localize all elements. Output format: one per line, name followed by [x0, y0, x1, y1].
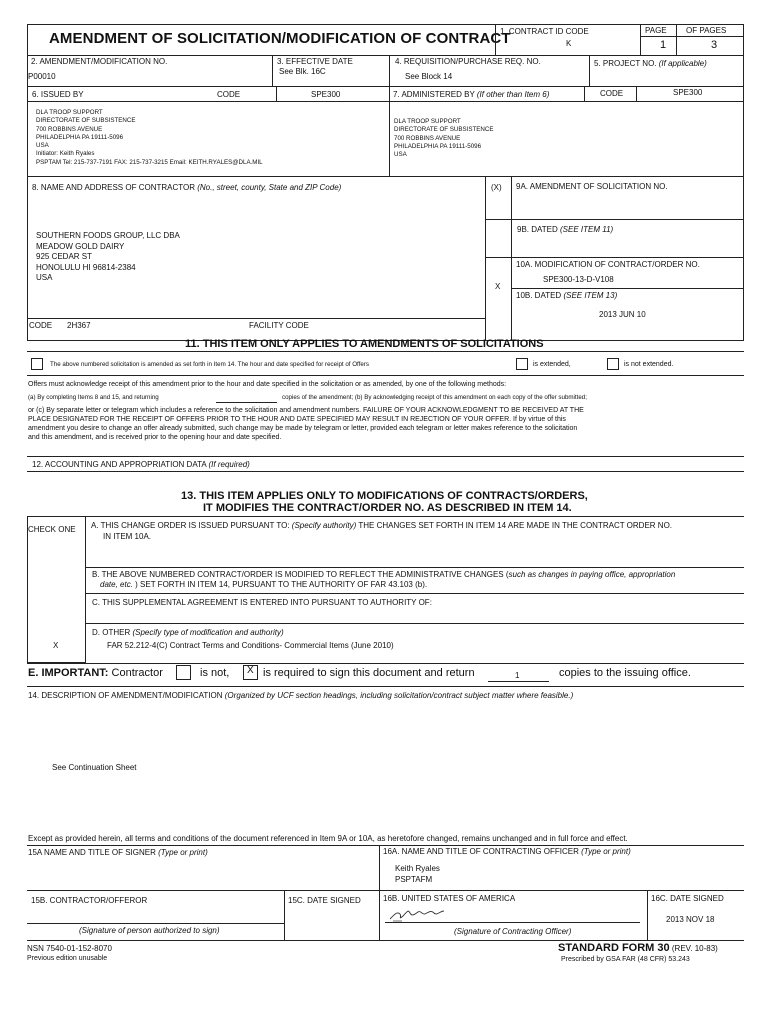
- box6-code-label: CODE: [217, 90, 241, 99]
- check-one-label: CHECK ONE: [28, 525, 76, 534]
- signature-officer-label: (Signature of Contracting Officer): [454, 927, 572, 936]
- box10b-label: 10B. DATED (SEE ITEM 13): [516, 291, 618, 300]
- s11-not-extended: is not extended.: [624, 361, 674, 368]
- box4-value: See Block 14: [405, 72, 453, 81]
- important-label: E. IMPORTANT: Contractor: [28, 667, 163, 679]
- previous-edition: Previous edition unusable: [27, 955, 108, 962]
- box6-label: 6. ISSUED BY: [32, 90, 84, 99]
- is-not-checkbox[interactable]: [176, 665, 191, 680]
- box16c-label: 16C. DATE SIGNED: [651, 894, 724, 903]
- box7-code: SPE300: [673, 88, 703, 97]
- item-13a-2: IN ITEM 10A.: [103, 532, 152, 541]
- box14-label: 14. DESCRIPTION OF AMENDMENT/MODIFICATION (Organized by UCF section headings, including solicitation/contract subject matter where feasible.): [28, 691, 574, 700]
- section13-title-2: IT MODIFIES THE CONTRACT/ORDER NO. AS DESCRIBED IN ITEM 14.: [203, 502, 572, 514]
- box16a-title: PSPTAFM: [395, 875, 433, 884]
- solicitation-checkbox[interactable]: [31, 358, 43, 370]
- box7-label: 7. ADMINISTERED BY (If other than Item 6): [393, 90, 550, 99]
- s11-method-b: copies of the amendment; (b) By acknowledging receipt of this amendment on each copy of the offer submitted;: [282, 394, 587, 401]
- box10a-value: SPE300-13-D-V108: [543, 275, 614, 284]
- box9b-label: 9B. DATED (SEE ITEM 11): [517, 225, 614, 234]
- item-13b-2: date, etc. ) SET FORTH IN ITEM 14, PURSUANT TO THE AUTHORITY OF FAR 43.103 (b).: [100, 580, 428, 589]
- box10-x-mark: X: [495, 282, 501, 291]
- box15c-label: 15C. DATE SIGNED: [288, 896, 361, 905]
- nsn-label: NSN 7540-01-152-8070: [27, 944, 112, 953]
- contractor-address: SOUTHERN FOODS GROUP, LLC DBA MEADOW GOLD DAIRY 925 CEDAR ST HONOLULU HI 96814-2384 USA: [36, 231, 180, 282]
- signature-person-label: (Signature of person authorized to sign): [79, 926, 220, 935]
- except-text: Except as provided herein, all terms and conditions of the document referenced in Item 9A or 10A, as heretofore changed, remains unchanged and in full force and effect.: [28, 834, 628, 843]
- code-label: CODE: [29, 321, 53, 330]
- code-value: 2H367: [67, 321, 91, 330]
- box5-label: 5. PROJECT NO. (If applicable): [594, 59, 707, 68]
- administered-by-address: DLA TROOP SUPPORT DIRECTORATE OF SUBSISTENCE 700 ROBBINS AVENUE PHILADELPHIA PA 19111-5096 USA: [394, 118, 494, 159]
- item-13d-value: FAR 52.212-4(C) Contract Terms and Conditions- Commercial Items (June 2010): [107, 641, 394, 650]
- s11-amended-text: The above numbered solicitation is amended as set forth in Item 14. The hour and date specified for receipt of Offers: [50, 361, 369, 368]
- standard-form-label: STANDARD FORM 30 (REV. 10-83): [558, 942, 718, 954]
- box8-label: 8. NAME AND ADDRESS OF CONTRACTOR (No., street, county, State and ZIP Code): [32, 183, 342, 192]
- prescribed-by: Prescribed by GSA FAR (48 CFR) 53.243: [561, 956, 690, 963]
- box12-label: 12. ACCOUNTING AND APPROPRIATION DATA (If required): [32, 460, 250, 469]
- box10b-value: 2013 JUN 10: [599, 310, 646, 319]
- s11-method-c: or (c) By separate letter or telegram which includes a reference to the solicitation and amendment numbers. FAILURE OF YOUR ACKNOWLEDGMENT TO BE RECEIVED AT THE PLACE DESIGNATED FOR THE RECEIPT OF OFFERS PRIOR TO THE HOUR AND DATE SPECIFIED MAY RESULT IN REJECTION OF YOUR OFFER. If by virtue of this amendment you desire to change an offer already submitted, such change may be made by telegram or letter, provided each telegram or letter makes reference to the solicitation and this amendment, and is received prior to the opening hour and date specified.: [28, 407, 584, 441]
- is-required-x-mark: X: [247, 665, 254, 676]
- form-title: AMENDMENT OF SOLICITATION/MODIFICATION OF CONTRACT: [49, 30, 511, 47]
- box16a-name: Keith Ryales: [395, 864, 440, 873]
- of-pages-label: OF PAGES: [686, 26, 727, 35]
- item-13b: B. THE ABOVE NUMBERED CONTRACT/ORDER IS MODIFIED TO REFLECT THE ADMINISTRATIVE CHANGES (such as changes in paying office, appropriation: [92, 570, 676, 579]
- box15b-label: 15B. CONTRACTOR/OFFEROR: [31, 896, 148, 905]
- section13-title-1: 13. THIS ITEM APPLIES ONLY TO MODIFICATIONS OF CONTRACTS/ORDERS,: [181, 490, 588, 502]
- box3-value: See Blk. 16C: [279, 67, 326, 76]
- s11-offers: Offers must acknowledge receipt of this amendment prior to the hour and date specified in the solicitation or as amended, by one of the following methods:: [28, 381, 507, 388]
- box7-code-label: CODE: [600, 89, 624, 98]
- copies-value: 1: [515, 671, 520, 680]
- page-value: 1: [660, 39, 667, 51]
- contract-id-label: 1. CONTRACT ID CODE: [500, 27, 589, 36]
- extended-checkbox[interactable]: [516, 358, 528, 370]
- box16a-label: 16A. NAME AND TITLE OF CONTRACTING OFFICER (Type or print): [383, 847, 631, 856]
- contract-id-value: K: [566, 39, 572, 48]
- s11-method-a: (a) By completing Items 8 and 15, and returning: [28, 394, 159, 401]
- box2-value: P00010: [28, 72, 56, 81]
- item-13a: A. THIS CHANGE ORDER IS ISSUED PURSUANT TO: (Specify authority) THE CHANGES SET FORTH IN ITEM 14 ARE MADE IN THE CONTRACT ORDER NO.: [91, 521, 673, 530]
- box10a-label: 10A. MODIFICATION OF CONTRACT/ORDER NO.: [516, 260, 700, 269]
- not-extended-checkbox[interactable]: [607, 358, 619, 370]
- issued-by-address: DLA TROOP SUPPORT DIRECTORATE OF SUBSISTENCE 700 ROBBINS AVENUE PHILADELPHIA PA 19111-5096 USA Initiator: Keith Ryales PSPTAM Tel: 215-737-7191 FAX: 215-737-3215 Email: KEITH.RYALES@DLA.MIL: [36, 109, 263, 166]
- page-label: PAGE: [645, 26, 667, 35]
- contracting-officer-signature: [388, 905, 450, 923]
- box16c-value: 2013 NOV 18: [666, 915, 715, 924]
- box14-value: See Continuation Sheet: [52, 763, 137, 772]
- box9a-label: 9A. AMENDMENT OF SOLICITATION NO.: [516, 182, 668, 191]
- box3-label: 3. EFFECTIVE DATE: [277, 57, 353, 66]
- box16b-label: 16B. UNITED STATES OF AMERICA: [383, 894, 516, 903]
- box2-label: 2. AMENDMENT/MODIFICATION NO.: [31, 57, 168, 66]
- box15a-label: 15A NAME AND TITLE OF SIGNER (Type or print): [28, 848, 208, 857]
- is-not-label: is not,: [200, 667, 230, 679]
- item-13d: D. OTHER (Specify type of modification and authority): [92, 628, 284, 637]
- facility-code-label: FACILITY CODE: [249, 321, 309, 330]
- of-pages-value: 3: [711, 39, 718, 51]
- is-required-text: is required to sign this document and return: [263, 667, 475, 679]
- box6-code: SPE300: [311, 90, 341, 99]
- x-column-label: (X): [491, 183, 502, 192]
- item-13c: C. THIS SUPPLEMENTAL AGREEMENT IS ENTERED INTO PURSUANT TO AUTHORITY OF:: [92, 598, 432, 607]
- item-13d-x-mark: X: [53, 641, 59, 650]
- s11-extended: is extended,: [533, 361, 571, 368]
- box4-label: 4. REQUISITION/PURCHASE REQ. NO.: [395, 57, 541, 66]
- copies-text: copies to the issuing office.: [559, 667, 691, 679]
- section11-title: 11. THIS ITEM ONLY APPLIES TO AMENDMENTS OF SOLICITATIONS: [185, 338, 544, 350]
